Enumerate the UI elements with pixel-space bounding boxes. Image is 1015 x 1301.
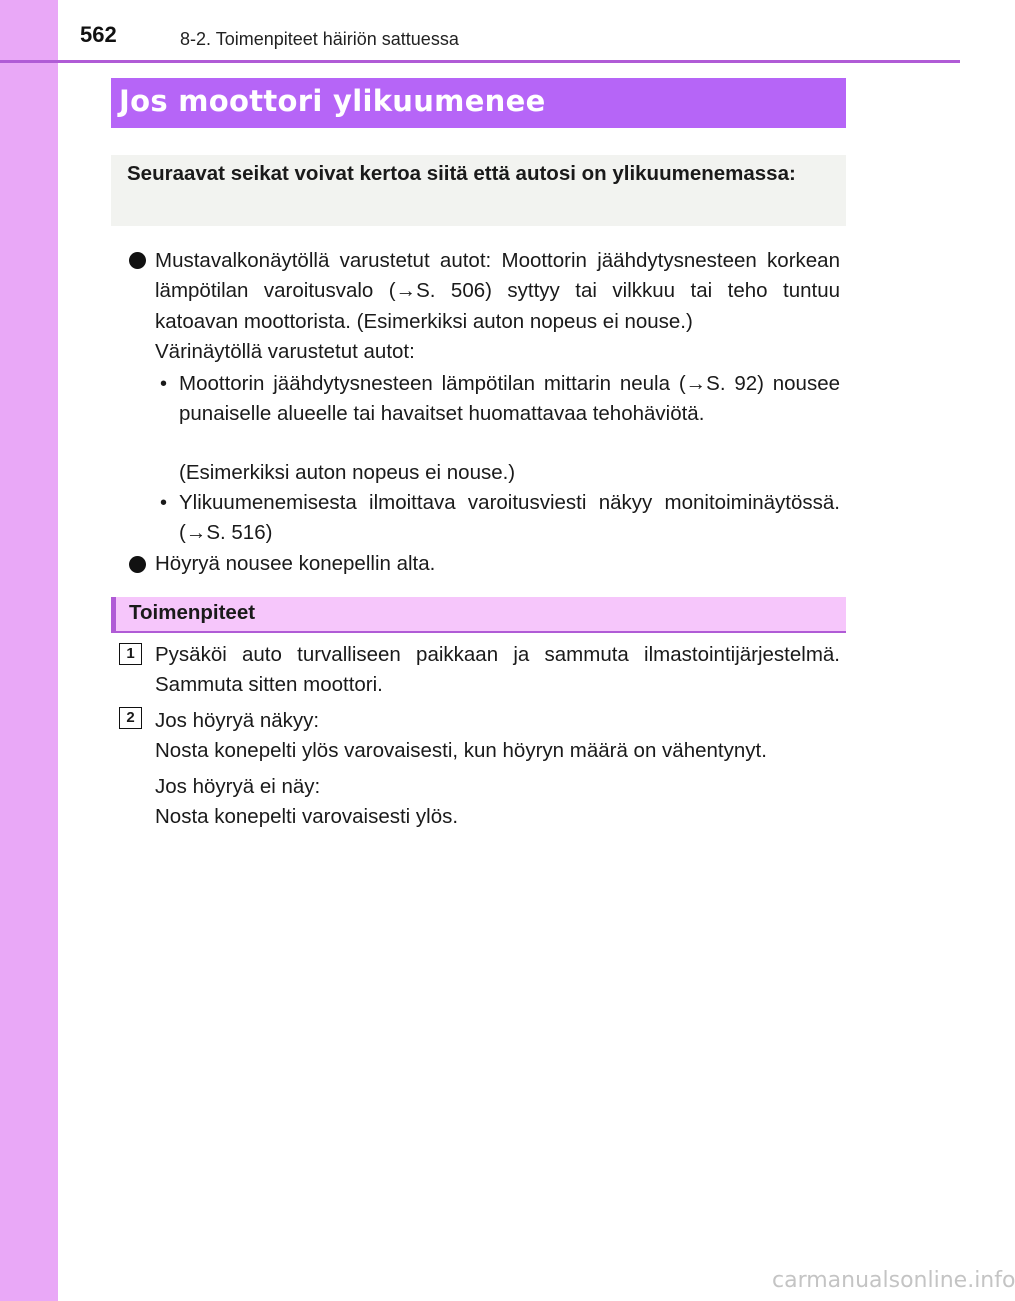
sub-bullet-1-text: Moottorin jäähdytysnesteen lämpötilan mittarin neula (→S. 92) nousee punaiselle alueelle tai havaitset huomattavaa tehohäviötä.	[179, 372, 840, 426]
watermark: carmanualsonline.info	[772, 1268, 1015, 1293]
bullet-1-sub-heading: Värinäytöllä varustetut autot:	[155, 340, 415, 363]
step-1-text: Pysäköi auto turvalliseen paikkaan ja sammuta ilmastointijärjestelmä. Sammuta sitten moottori.	[155, 643, 840, 697]
header-divider	[0, 60, 960, 63]
sub-bullet-dot: •	[160, 492, 168, 514]
page-number: 562	[80, 22, 117, 47]
section-path: 8-2. Toimenpiteet häiriön sattuessa	[180, 29, 459, 49]
bullet-1-text: Mustavalkonäytöllä varustetut autot: Moottorin jäähdytysnesteen korkean lämpötilan varoitusvalo (→S. 506) syttyy tai vilkkuu tai teho tuntuu katoavan moottorista. (Esimerkiksi auton nopeus ei nouse.)	[155, 249, 840, 333]
title-bar	[111, 78, 846, 128]
bullet-dot	[129, 556, 146, 573]
step-2-condition-1: Jos höyryä näkyy:	[155, 709, 320, 732]
step-2-number: 2	[119, 707, 142, 729]
intro-box	[111, 155, 846, 226]
sub-bullet-1-extra: (Esimerkiksi auton nopeus ei nouse.)	[179, 461, 516, 484]
step-2-action-2: Nosta konepelti varovaisesti ylös.	[155, 805, 459, 828]
sub-bullet-2-text: Ylikuumenemisesta ilmoittava varoitusviesti näkyy monitoiminäytössä. (→S. 516)	[179, 491, 840, 545]
bullet-2-text: Höyryä nousee konepellin alta.	[155, 552, 436, 575]
page-title: Jos moottori ylikuumenee	[119, 84, 546, 118]
subheading-bar	[111, 597, 846, 633]
side-strip	[0, 0, 58, 1301]
bullet-dot	[129, 252, 146, 269]
step-2-action-1: Nosta konepelti ylös varovaisesti, kun höyryn määrä on vähentynyt.	[155, 739, 767, 762]
step-1-number: 1	[119, 643, 142, 665]
step-2-condition-2: Jos höyryä ei näy:	[155, 775, 321, 798]
intro-text: Seuraavat seikat voivat kertoa siitä että autosi on ylikuumenemassa:	[127, 162, 796, 185]
subheading-text: Toimenpiteet	[129, 601, 256, 624]
sub-bullet-dot: •	[160, 373, 168, 395]
